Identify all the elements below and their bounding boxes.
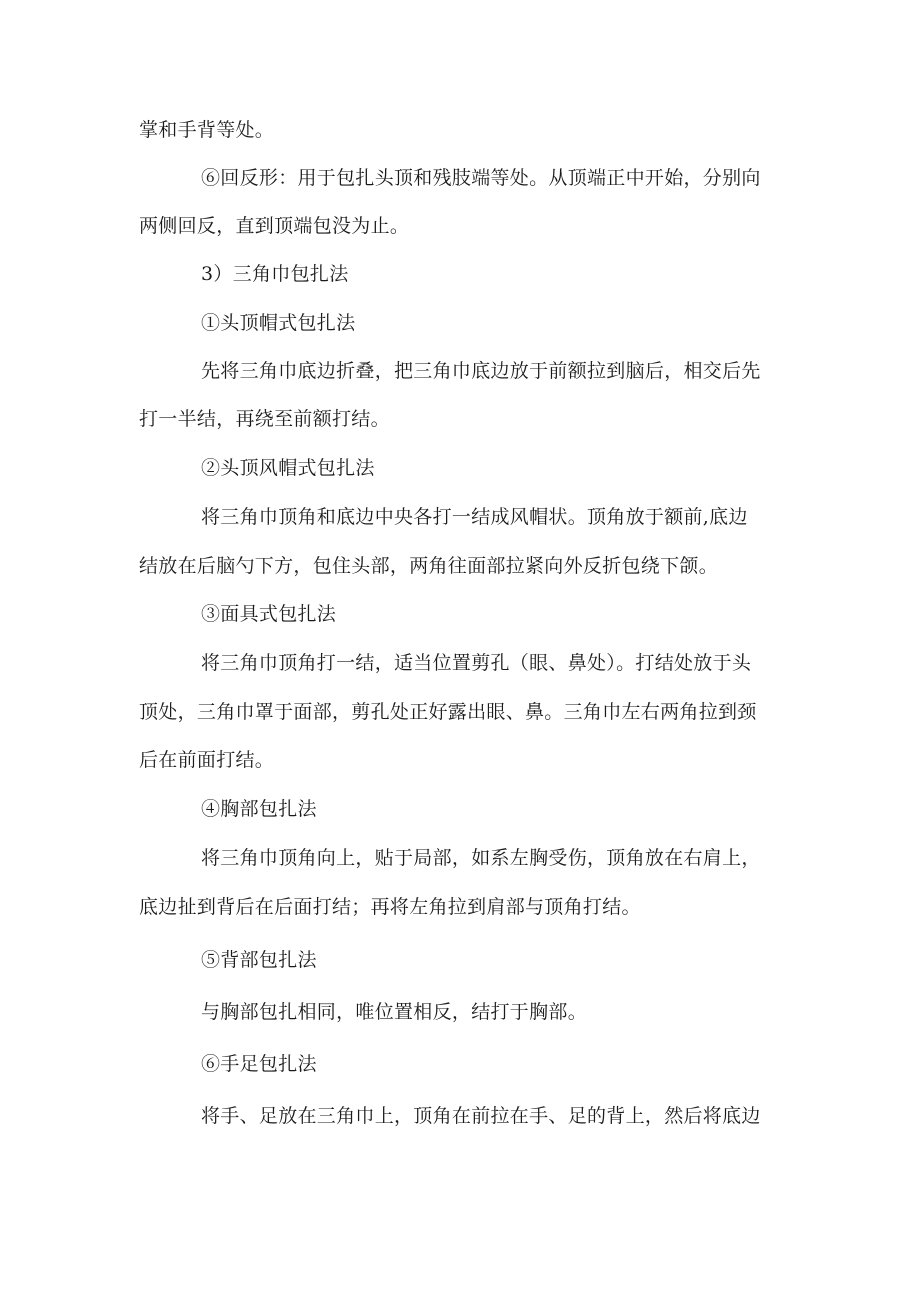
- text-line: 结放在后脑勺下方，包住头部，两角往面部拉紧向外反折包绕下颌。: [139, 555, 719, 577]
- text-line: ⑥回反形：用于包扎头顶和残肢端等处。从顶端正中开始，分别向: [201, 167, 761, 189]
- text-line: 顶处，三角巾罩于面部，剪孔处正好露出眼、鼻。三角巾左右两角拉到颈: [139, 701, 757, 723]
- subsection-heading: ⑤背部包扎法: [201, 949, 317, 971]
- text-line: 将三角巾顶角向上，贴于局部，如系左胸受伤，顶角放在右肩上，: [201, 847, 761, 869]
- text-line: 将手、足放在三角巾上，顶角在前拉在手、足的背上，然后将底边: [201, 1105, 761, 1127]
- subsection-heading: ④胸部包扎法: [201, 798, 317, 820]
- text-line: 后在前面打结。: [139, 749, 275, 771]
- subsection-heading: ①头顶帽式包扎法: [201, 312, 356, 334]
- subsection-heading: ⑥手足包扎法: [201, 1053, 317, 1075]
- subsection-heading: ②头顶风帽式包扎法: [201, 457, 375, 479]
- subsection-heading: ③面具式包扎法: [201, 603, 337, 625]
- text-line: 打一半结，再绕至前额打结。: [139, 408, 390, 430]
- text-line: 先将三角巾底边折叠，把三角巾底边放于前额拉到脑后，相交后先: [201, 360, 761, 382]
- text-line: 与胸部包扎相同，唯位置相反，结打于胸部。: [201, 1001, 588, 1023]
- text-line: 将三角巾顶角打一结，适当位置剪孔（眼、鼻处）。打结处放于头: [201, 652, 752, 674]
- text-line: 掌和手背等处。: [139, 119, 275, 141]
- section-heading: 3）三角巾包扎法: [201, 263, 349, 285]
- text-line: 两侧回反，直到顶端包没为止。: [139, 215, 410, 237]
- text-line: 底边扯到背后在后面打结；再将左角拉到肩部与顶角打结。: [139, 896, 641, 918]
- text-line: 将三角巾顶角和底边中央各打一结成风帽状。顶角放于额前,底边: [201, 506, 748, 528]
